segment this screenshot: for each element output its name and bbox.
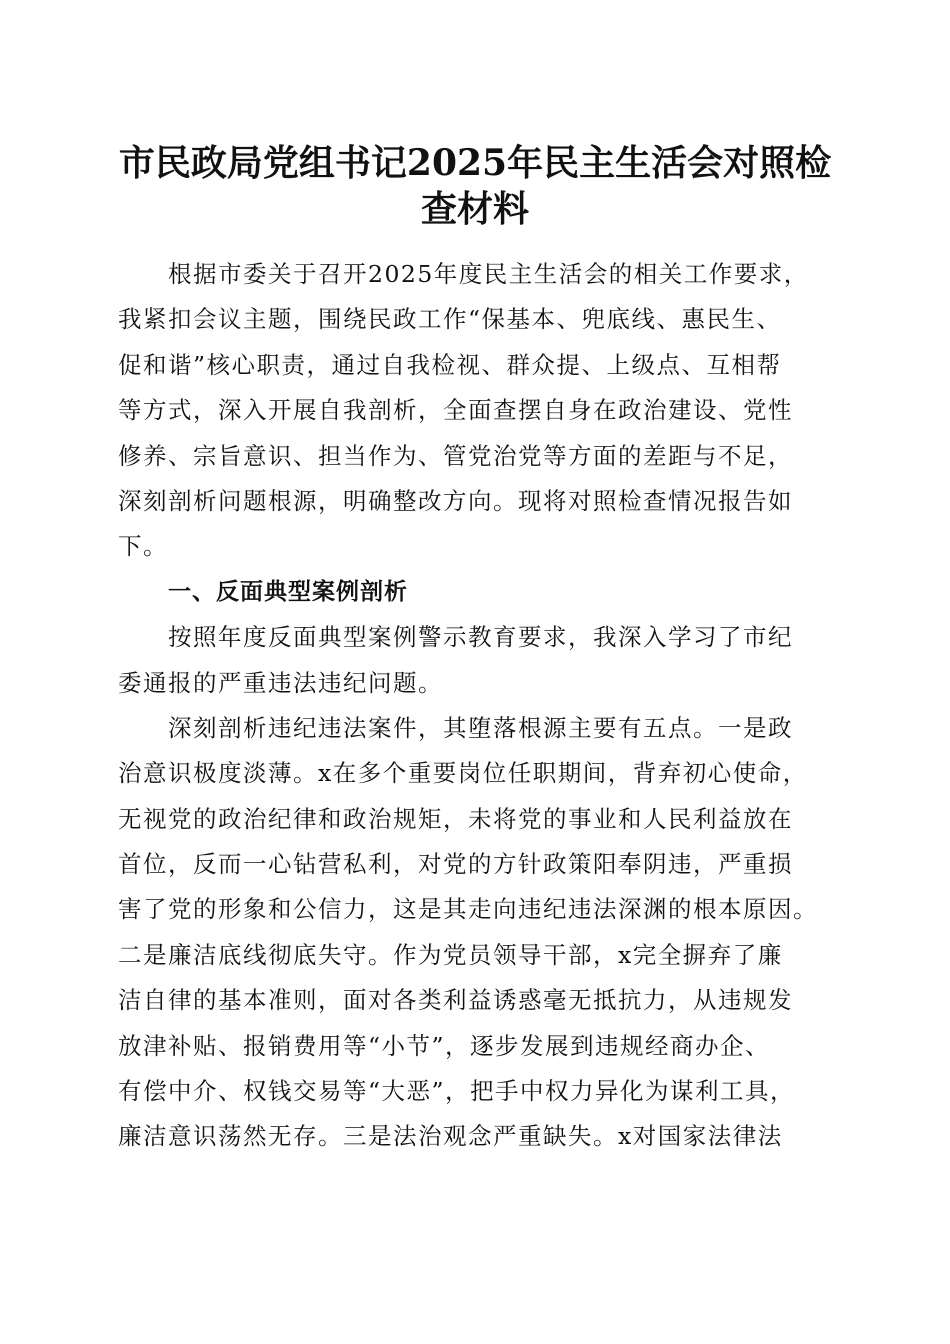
title-line-2: 查材料: [420, 188, 529, 230]
title-line-1: 市民政局党组书记2025年民主生活会对照检: [118, 142, 832, 184]
paragraph-line: 无视党的政治纪律和政治规矩，未将党的事业和人民利益放在: [118, 804, 793, 833]
paragraph-line: 首位，反而一心钻营私利，对党的方针政策阳奉阴违，严重损: [118, 850, 793, 879]
paragraph-line: 害了党的形象和公信力，这是其走向违纪违法深渊的根本原因。: [118, 895, 818, 924]
paragraph-line: 按照年度反面典型案例警示教育要求，我深入学习了市纪: [168, 623, 793, 652]
paragraph-line: 修养、宗旨意识、担当作为、管党治党等方面的差距与不足，: [118, 441, 793, 470]
paragraph-line: 放津补贴、报销费用等“小节”，逐步发展到违规经商办企、: [118, 1031, 771, 1060]
paragraph-line: 二是廉洁底线彻底失守。作为党员领导干部，x完全摒弃了廉: [118, 940, 783, 969]
paragraph-line: 有偿中介、权钱交易等“大恶”，把手中权力异化为谋利工具，: [118, 1077, 796, 1106]
document-body: [118, 252, 838, 1160]
paragraph-line: 洁自律的基本准则，面对各类利益诱惑毫无抵抗力，从违规发: [118, 986, 793, 1015]
paragraph-line: 廉洁意识荡然无存。三是法治观念严重缺失。x对国家法律法: [118, 1122, 783, 1151]
paragraph-line: 我紧扣会议主题，围绕民政工作“保基本、兜底线、惠民生、: [118, 305, 782, 334]
paragraph-line: 治意识极度淡薄。x在多个重要岗位任职期间，背弃初心使命，: [118, 759, 808, 788]
paragraph-line: 根据市委关于召开2025年度民主生活会的相关工作要求，: [168, 260, 809, 288]
paragraph-line: 深刻剖析违纪违法案件，其堕落根源主要有五点。一是政: [168, 713, 793, 742]
section-heading: 一、反面典型案例剖析: [168, 578, 408, 605]
paragraph-line: 深刻剖析问题根源，明确整改方向。现将对照检查情况报告如: [118, 486, 793, 515]
paragraph-line: 促和谐”核心职责，通过自我检视、群众提、上级点、互相帮: [118, 350, 782, 379]
paragraph-line: 等方式，深入开展自我剖析，全面查摆自身在政治建设、党性: [118, 396, 793, 425]
paragraph-line: 委通报的严重违法违纪问题。: [118, 668, 443, 697]
document-title: [100, 140, 850, 232]
paragraph-line: 下。: [118, 532, 168, 561]
